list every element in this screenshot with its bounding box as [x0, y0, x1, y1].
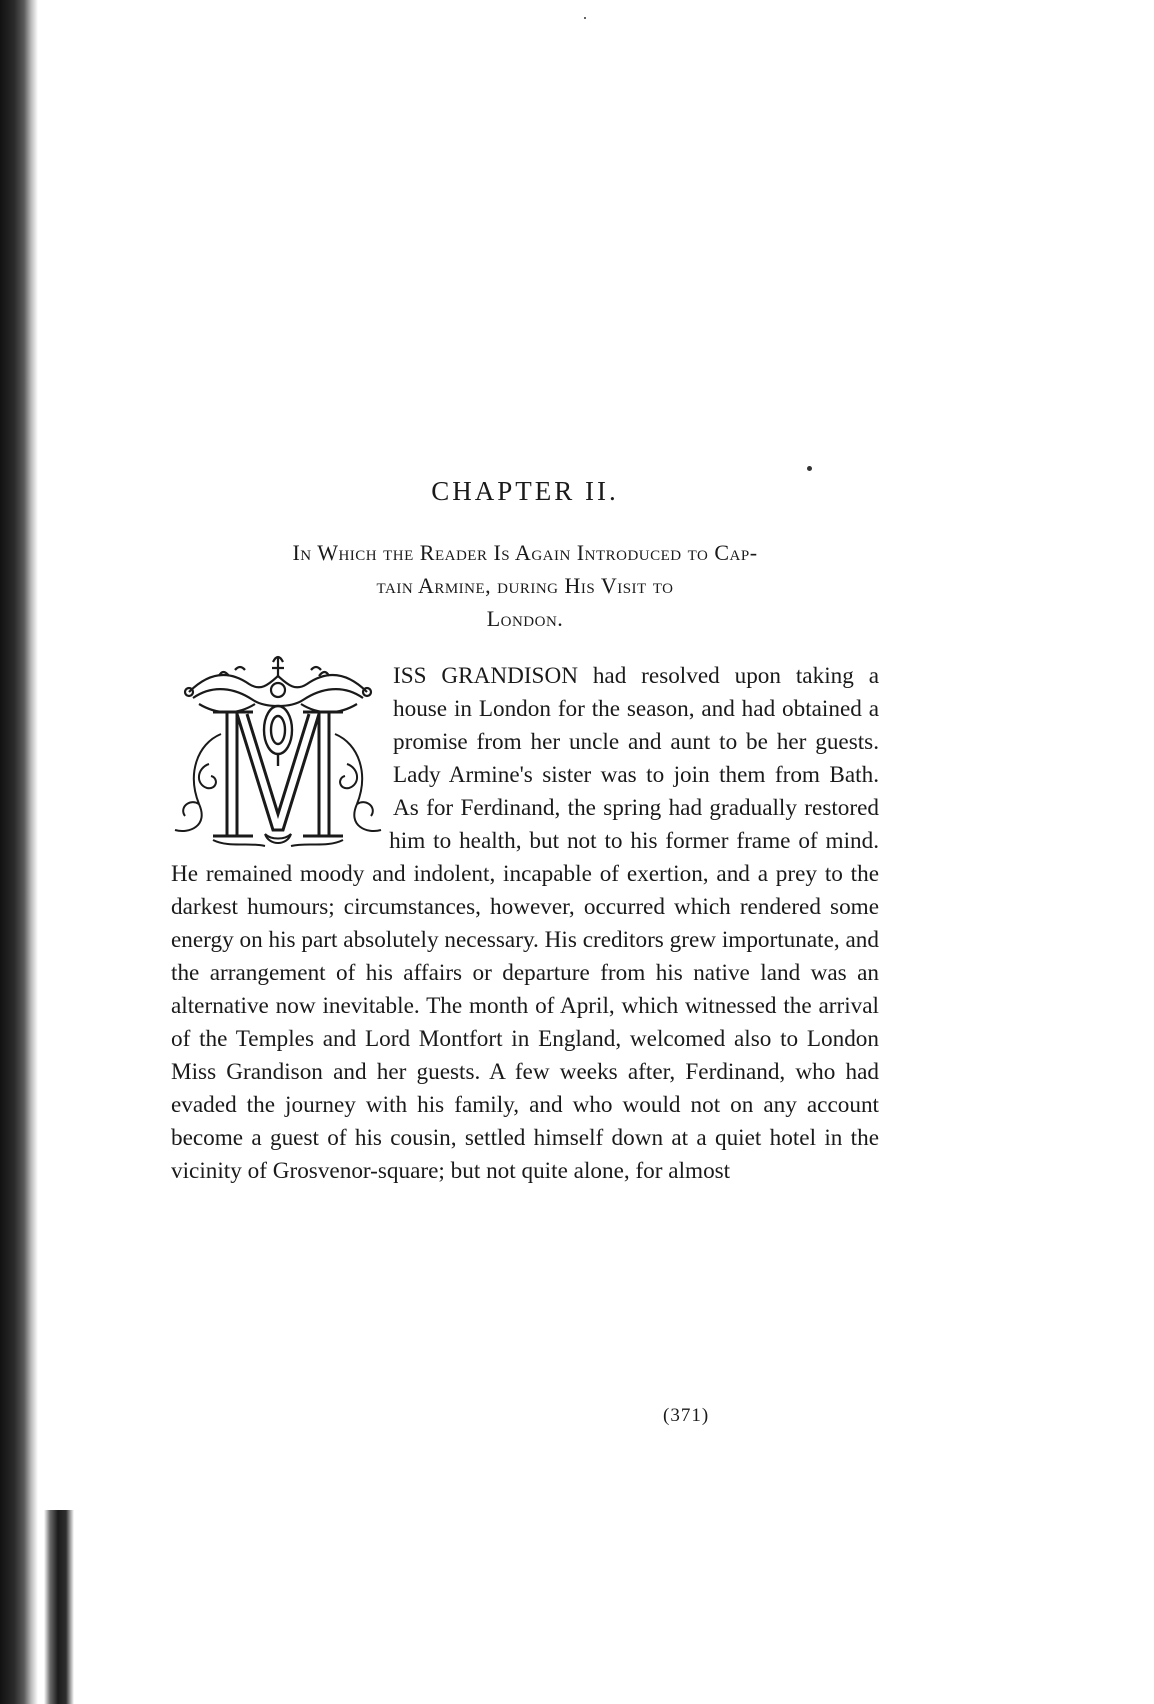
- chapter-heading: CHAPTER II.: [431, 476, 619, 506]
- chapter-subtitle-line: London.: [486, 606, 564, 631]
- ornamental-drop-cap: [169, 654, 387, 852]
- chapter-subtitle: [171, 536, 879, 635]
- scanned-binding-edge: [0, 0, 38, 1704]
- chapter-subtitle-line: tain Armine, during His Visit to: [376, 573, 674, 598]
- chapter-body-text: ISS GRANDISON had resolved upon taking a house in London for the season, and had obtained a promise from her uncle and aunt to be her guests. Lady Armine's sister was to join them from Bath. As for Ferdinand, the spring had gradually restored him to health, but not to his former frame of mind. He remained moody and indolent, incapable of exertion, and a prey to the darkest humours; circumstances, however, occurred which rendered some energy on his part absolutely necessary. His creditors grew importunate, and the arrangement of his affairs or departure from his native land was an alternative now inevitable. The month of April, which witnessed the arrival of the Temples and Lord Montfort in England, welcomed also to London Miss Grandison and her guests. A few weeks after, Ferdinand, who had evaded the journey with his family, and who would not on any account become a guest of his cousin, settled himself down at a quiet hotel in the vicinity of Grosvenor-square; but not quite alone, for almost: [171, 663, 879, 1184]
- chapter-body: [171, 660, 879, 1188]
- scanned-binding-mark: [44, 1510, 74, 1704]
- book-page: [171, 0, 879, 1704]
- ornamental-m-icon: [169, 654, 387, 852]
- page-number: (371): [663, 1405, 710, 1426]
- chapter-subtitle-line: In Which the Reader Is Again Introduced to Cap-: [292, 540, 758, 565]
